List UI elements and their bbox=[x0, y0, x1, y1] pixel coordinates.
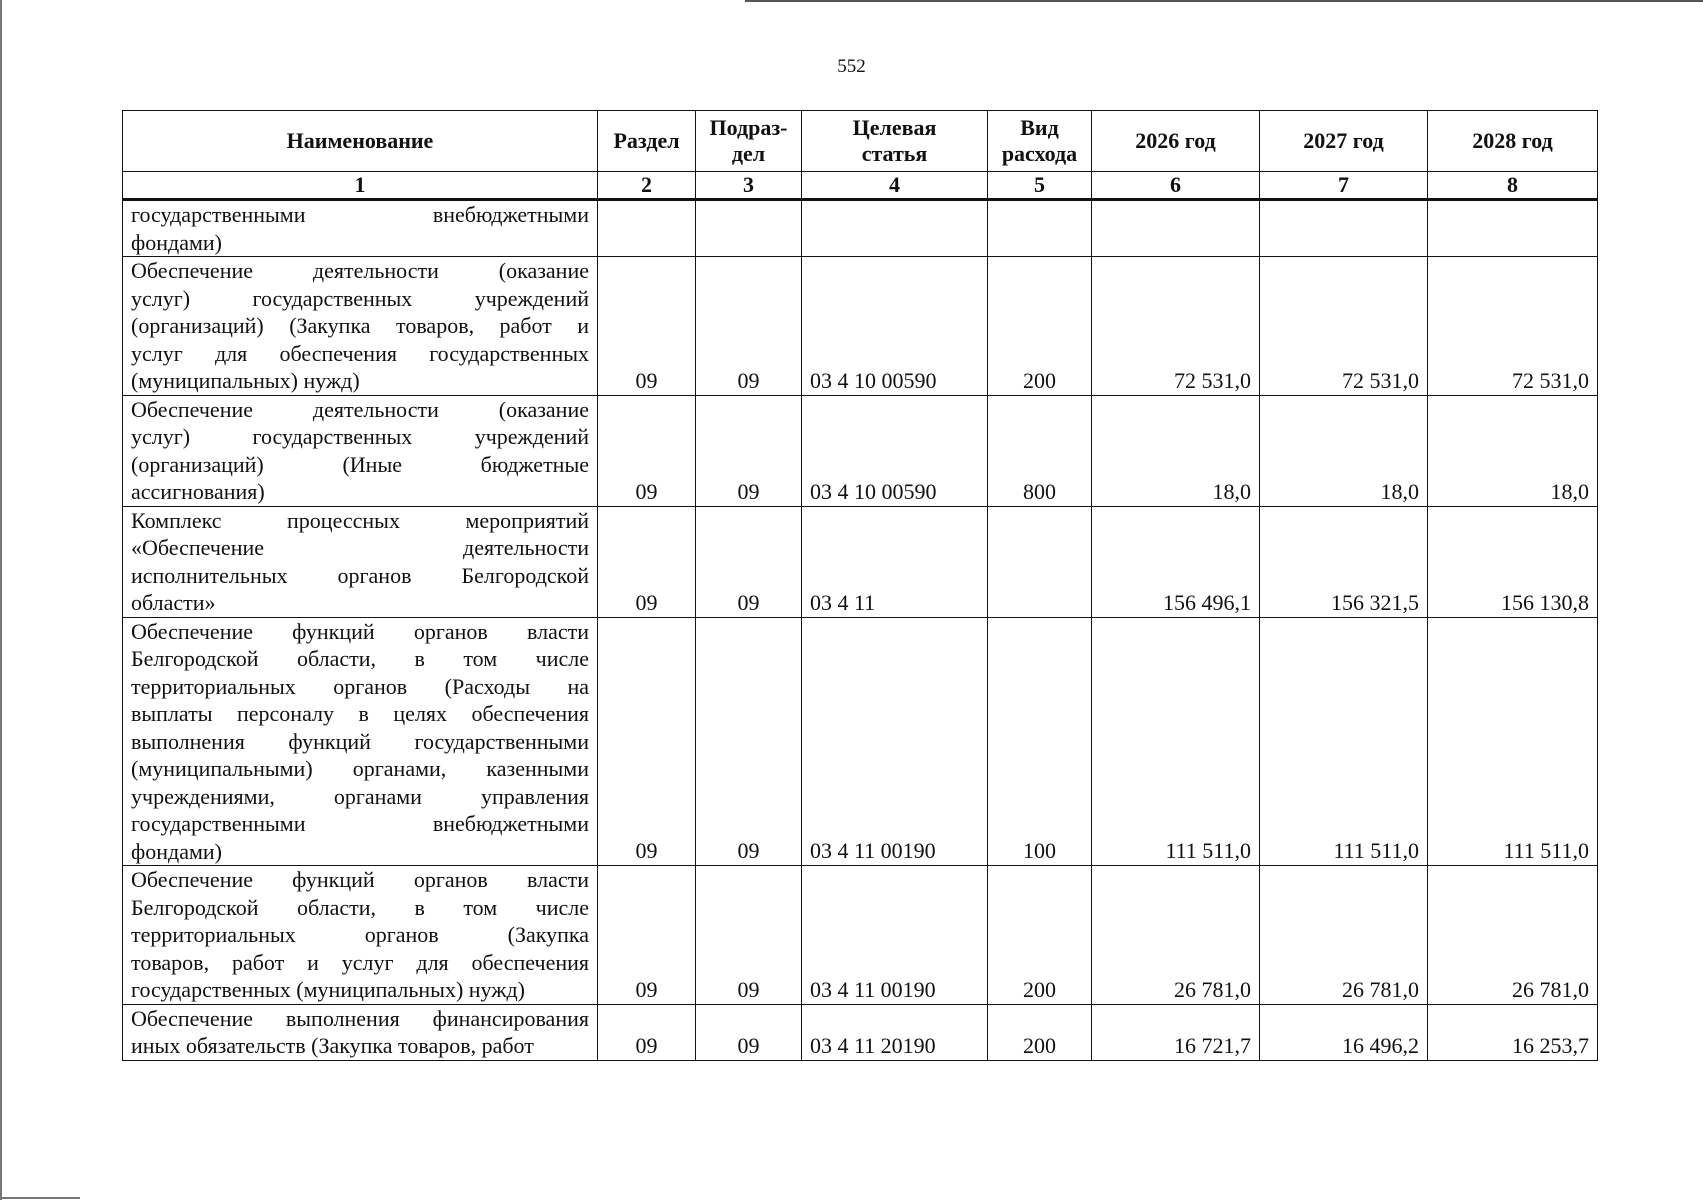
name-line: области» bbox=[131, 590, 216, 615]
cell-razdel: 09 bbox=[598, 395, 696, 506]
name-line: территориальных органов (Расходы на bbox=[131, 673, 589, 699]
cell-name bbox=[123, 1004, 598, 1060]
cell-razdel: 09 bbox=[598, 506, 696, 617]
cell-2028: 26 781,0 bbox=[1428, 866, 1598, 1005]
cell-2028: 156 130,8 bbox=[1428, 506, 1598, 617]
cell-podrazdel: 09 bbox=[696, 257, 802, 396]
name-line: Комплекс процессных мероприятий bbox=[131, 507, 589, 533]
scan-edge-left bbox=[0, 0, 2, 1200]
table-header-row bbox=[123, 111, 1598, 172]
cell-podrazdel bbox=[696, 200, 802, 257]
table-row bbox=[123, 506, 1598, 617]
budget-table bbox=[122, 110, 1598, 1061]
cell-statya: 03 4 11 20190 bbox=[802, 1004, 988, 1060]
name-line: территориальных органов (Закупка bbox=[131, 922, 589, 947]
column-number: 7 bbox=[1260, 172, 1428, 200]
name-line: «Обеспечение деятельности bbox=[131, 535, 589, 560]
column-number: 8 bbox=[1428, 172, 1598, 200]
cell-podrazdel: 09 bbox=[696, 395, 802, 506]
cell-vid: 100 bbox=[988, 617, 1092, 866]
name-line: Обеспечение функций органов власти bbox=[131, 867, 589, 892]
column-number: 6 bbox=[1092, 172, 1260, 200]
name-line: Белгородской области, в том числе bbox=[131, 646, 589, 671]
table-row bbox=[123, 866, 1598, 1005]
name-line: услуг) государственных учреждений bbox=[131, 285, 589, 311]
cell-razdel: 09 bbox=[598, 1004, 696, 1060]
cell-2028: 72 531,0 bbox=[1428, 257, 1598, 396]
cell-vid: 200 bbox=[988, 866, 1092, 1005]
name-line: фондами) bbox=[131, 838, 223, 864]
table-row bbox=[123, 395, 1598, 506]
cell-2027 bbox=[1260, 200, 1428, 257]
header-2027: 2027 год bbox=[1260, 111, 1428, 172]
cell-vid bbox=[988, 200, 1092, 257]
table-row bbox=[123, 1004, 1598, 1060]
name-line: (муниципальных) нужд) bbox=[131, 368, 360, 393]
column-number: 5 bbox=[988, 172, 1092, 200]
table-row bbox=[123, 617, 1598, 866]
cell-2027: 16 496,2 bbox=[1260, 1004, 1428, 1060]
header-2026: 2026 год bbox=[1092, 111, 1260, 172]
cell-razdel: 09 bbox=[598, 617, 696, 866]
cell-2026: 72 531,0 bbox=[1092, 257, 1260, 396]
cell-vid: 800 bbox=[988, 395, 1092, 506]
cell-2027: 156 321,5 bbox=[1260, 506, 1428, 617]
name-line: иных обязательств (Закупка товаров, работ bbox=[131, 1033, 534, 1058]
cell-2028: 18,0 bbox=[1428, 395, 1598, 506]
name-line: выполнения функций государственными bbox=[131, 728, 589, 754]
cell-2027: 26 781,0 bbox=[1260, 866, 1428, 1005]
cell-statya: 03 4 11 00190 bbox=[802, 617, 988, 866]
cell-statya: 03 4 11 bbox=[802, 506, 988, 617]
name-line: фондами) bbox=[131, 229, 223, 255]
column-number: 4 bbox=[802, 172, 988, 200]
name-line: учреждениями, органами управления bbox=[131, 783, 589, 809]
table-row bbox=[123, 200, 1598, 257]
cell-2027: 72 531,0 bbox=[1260, 257, 1428, 396]
name-line: ассигнования) bbox=[131, 479, 265, 504]
column-number: 1 bbox=[123, 172, 598, 200]
table-body bbox=[123, 200, 1598, 1061]
cell-name bbox=[123, 506, 598, 617]
cell-statya bbox=[802, 200, 988, 257]
name-line: товаров, работ и услуг для обеспечения bbox=[131, 949, 589, 975]
cell-vid: 200 bbox=[988, 1004, 1092, 1060]
name-line: (организаций) (Иные бюджетные bbox=[131, 451, 589, 477]
cell-name bbox=[123, 395, 598, 506]
name-line: услуг для обеспечения государственных bbox=[131, 340, 589, 366]
cell-2028 bbox=[1428, 200, 1598, 257]
cell-2026: 156 496,1 bbox=[1092, 506, 1260, 617]
cell-2026: 26 781,0 bbox=[1092, 866, 1260, 1005]
name-line: государственными внебюджетными bbox=[131, 202, 589, 227]
cell-razdel bbox=[598, 200, 696, 257]
header-podrazdel: Подраз- дел bbox=[696, 111, 802, 172]
cell-name bbox=[123, 257, 598, 396]
cell-2027: 18,0 bbox=[1260, 395, 1428, 506]
cell-name bbox=[123, 617, 598, 866]
page-number: 552 bbox=[837, 56, 866, 77]
column-number-row bbox=[123, 172, 1598, 200]
table-row bbox=[123, 257, 1598, 396]
cell-2026: 18,0 bbox=[1092, 395, 1260, 506]
cell-name bbox=[123, 200, 598, 257]
header-vid: Вид расхода bbox=[988, 111, 1092, 172]
name-line: Белгородской области, в том числе bbox=[131, 894, 589, 920]
cell-2028: 111 511,0 bbox=[1428, 617, 1598, 866]
cell-2027: 111 511,0 bbox=[1260, 617, 1428, 866]
scan-edge-top bbox=[745, 0, 1703, 2]
header-statya: Целевая статья bbox=[802, 111, 988, 172]
cell-2026 bbox=[1092, 200, 1260, 257]
name-line: Обеспечение деятельности (оказание bbox=[131, 258, 589, 283]
name-line: услуг) государственных учреждений bbox=[131, 424, 589, 449]
name-line: исполнительных органов Белгородской bbox=[131, 562, 589, 588]
cell-podrazdel: 09 bbox=[696, 1004, 802, 1060]
cell-razdel: 09 bbox=[598, 257, 696, 396]
cell-2028: 16 253,7 bbox=[1428, 1004, 1598, 1060]
name-line: государственными внебюджетными bbox=[131, 811, 589, 836]
cell-podrazdel: 09 bbox=[696, 506, 802, 617]
cell-statya: 03 4 10 00590 bbox=[802, 395, 988, 506]
name-line: Обеспечение деятельности (оказание bbox=[131, 396, 589, 422]
name-line: (муниципальными) органами, казенными bbox=[131, 756, 589, 781]
name-line: Обеспечение функций органов власти bbox=[131, 618, 589, 644]
header-razdel: Раздел bbox=[598, 111, 696, 172]
header-2028: 2028 год bbox=[1428, 111, 1598, 172]
name-line: (организаций) (Закупка товаров, работ и bbox=[131, 313, 589, 338]
name-line: выплаты персоналу в целях обеспечения bbox=[131, 701, 589, 726]
column-number: 2 bbox=[598, 172, 696, 200]
name-line: Обеспечение выполнения финансирования bbox=[131, 1005, 589, 1031]
header-name: Наименование bbox=[123, 111, 598, 172]
cell-name bbox=[123, 866, 598, 1005]
cell-2026: 16 721,7 bbox=[1092, 1004, 1260, 1060]
scan-edge-bottom bbox=[0, 1197, 80, 1199]
column-number: 3 bbox=[696, 172, 802, 200]
cell-statya: 03 4 10 00590 bbox=[802, 257, 988, 396]
cell-podrazdel: 09 bbox=[696, 617, 802, 866]
name-line: государственных (муниципальных) нужд) bbox=[131, 977, 525, 1002]
cell-razdel: 09 bbox=[598, 866, 696, 1005]
cell-statya: 03 4 11 00190 bbox=[802, 866, 988, 1005]
cell-vid: 200 bbox=[988, 257, 1092, 396]
cell-2026: 111 511,0 bbox=[1092, 617, 1260, 866]
cell-vid bbox=[988, 506, 1092, 617]
cell-podrazdel: 09 bbox=[696, 866, 802, 1005]
